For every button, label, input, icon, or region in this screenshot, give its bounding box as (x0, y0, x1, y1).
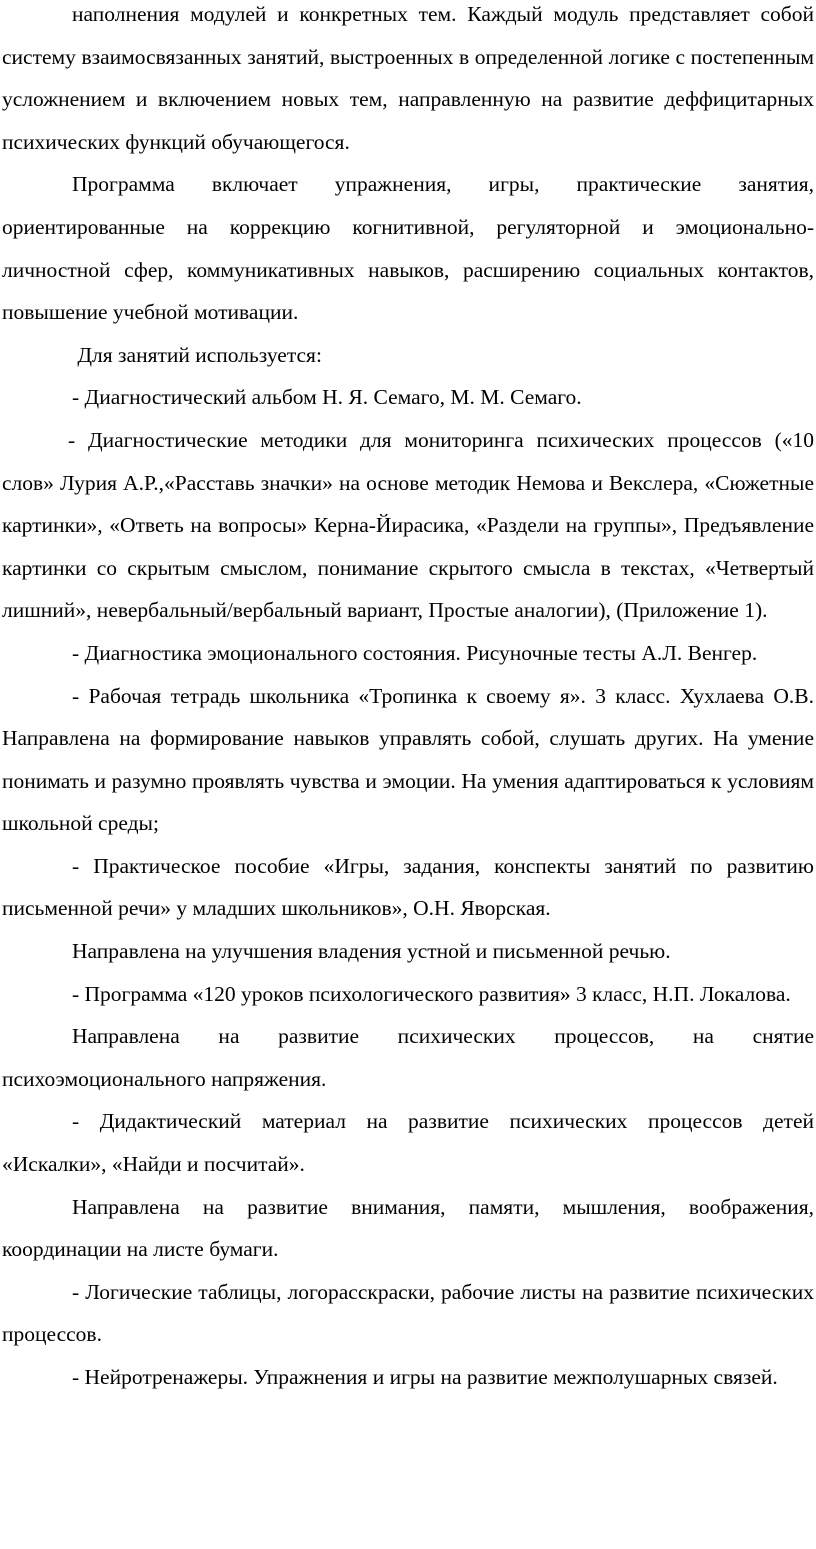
list-item-diagnostic-methods: - Диагностические методики для мониторинга психических процессов («10 слов» Лурия А.Р.,«Расставь значки» на основе методик Немова и Векслера, «Сюжетные картинки», «Ответь на вопросы» Керна-Йирасика, «Раздели на группы», Предъявление картинки со скрытым смыслом, понимание скрытого смысла в текстах, «Четвертый лишний», невербальный/вербальный вариант, Простые аналогии), (Приложение 1). (2, 427, 814, 623)
paragraph-modules-continuation: наполнения модулей и конкретных тем. Каждый модуль представляет собой систему взаимосвязанных занятий, выстроенных в определенной логике с постепенным усложнением и включением новых тем, направленную на развитие деффицитарных психических функций обучающегося. (2, 2, 814, 154)
list-item-neurotrainers: - Нейротренажеры. Упражнения и игры на развитие межполушарных связей. (72, 1365, 778, 1389)
list-item-logic-tables: - Логические таблицы, логорасскраски, рабочие листы на развитие психических процессов. (2, 1279, 814, 1347)
list-item-120-lessons: - Программа «120 уроков психологического развития» 3 класс, Н.П. Локалова. (72, 981, 791, 1006)
paragraph-speech-aim: Направлена на улучшения владения устной и письменной речью. (72, 939, 671, 964)
paragraph-processes-aim: Направлена на развитие психических процессов, на снятие психоэмоционального напряжения. (2, 1024, 814, 1091)
paragraph-used-for-lessons: Для занятий используется: (72, 342, 322, 367)
paragraph-program-includes: Программа включает упражнения, игры, практические занятия, ориентированные на коррекцию когнитивной, регуляторной и эмоционально-личностной сфер, коммуникативных навыков, расширению социальных контактов, повышение учебной мотивации. (2, 172, 814, 325)
list-item-semago-album: - Диагностический альбом Н. Я. Семаго, М. М. Семаго. (72, 385, 582, 410)
list-item-emotional-diagnostics: - Диагностика эмоционального состояния. Рисуночные тесты А.Л. Венгер. (72, 640, 758, 665)
paragraph-attention-aim: Направлена на развитие внимания, памяти, мышления, воображения, координации на листе бумаги. (2, 1194, 814, 1262)
list-item-practical-guide: - Практическое пособие «Игры, задания, конспекты занятий по развитию письменной речи» у младших школьников», О.Н. Яворская. (2, 853, 814, 921)
list-item-didactic-material: - Дидактический материал на развитие психических процессов детей «Искалки», «Найди и посчитай». (2, 1109, 814, 1177)
list-item-workbook: - Рабочая тетрадь школьника «Тропинка к своему я». 3 класс. Хухлаева О.В. Направлена на формирование навыков управлять собой, слушать других. На умение понимать и разумно проявлять чувства и эмоции. На умения адаптироваться к условиям школьной среды; (2, 683, 814, 836)
